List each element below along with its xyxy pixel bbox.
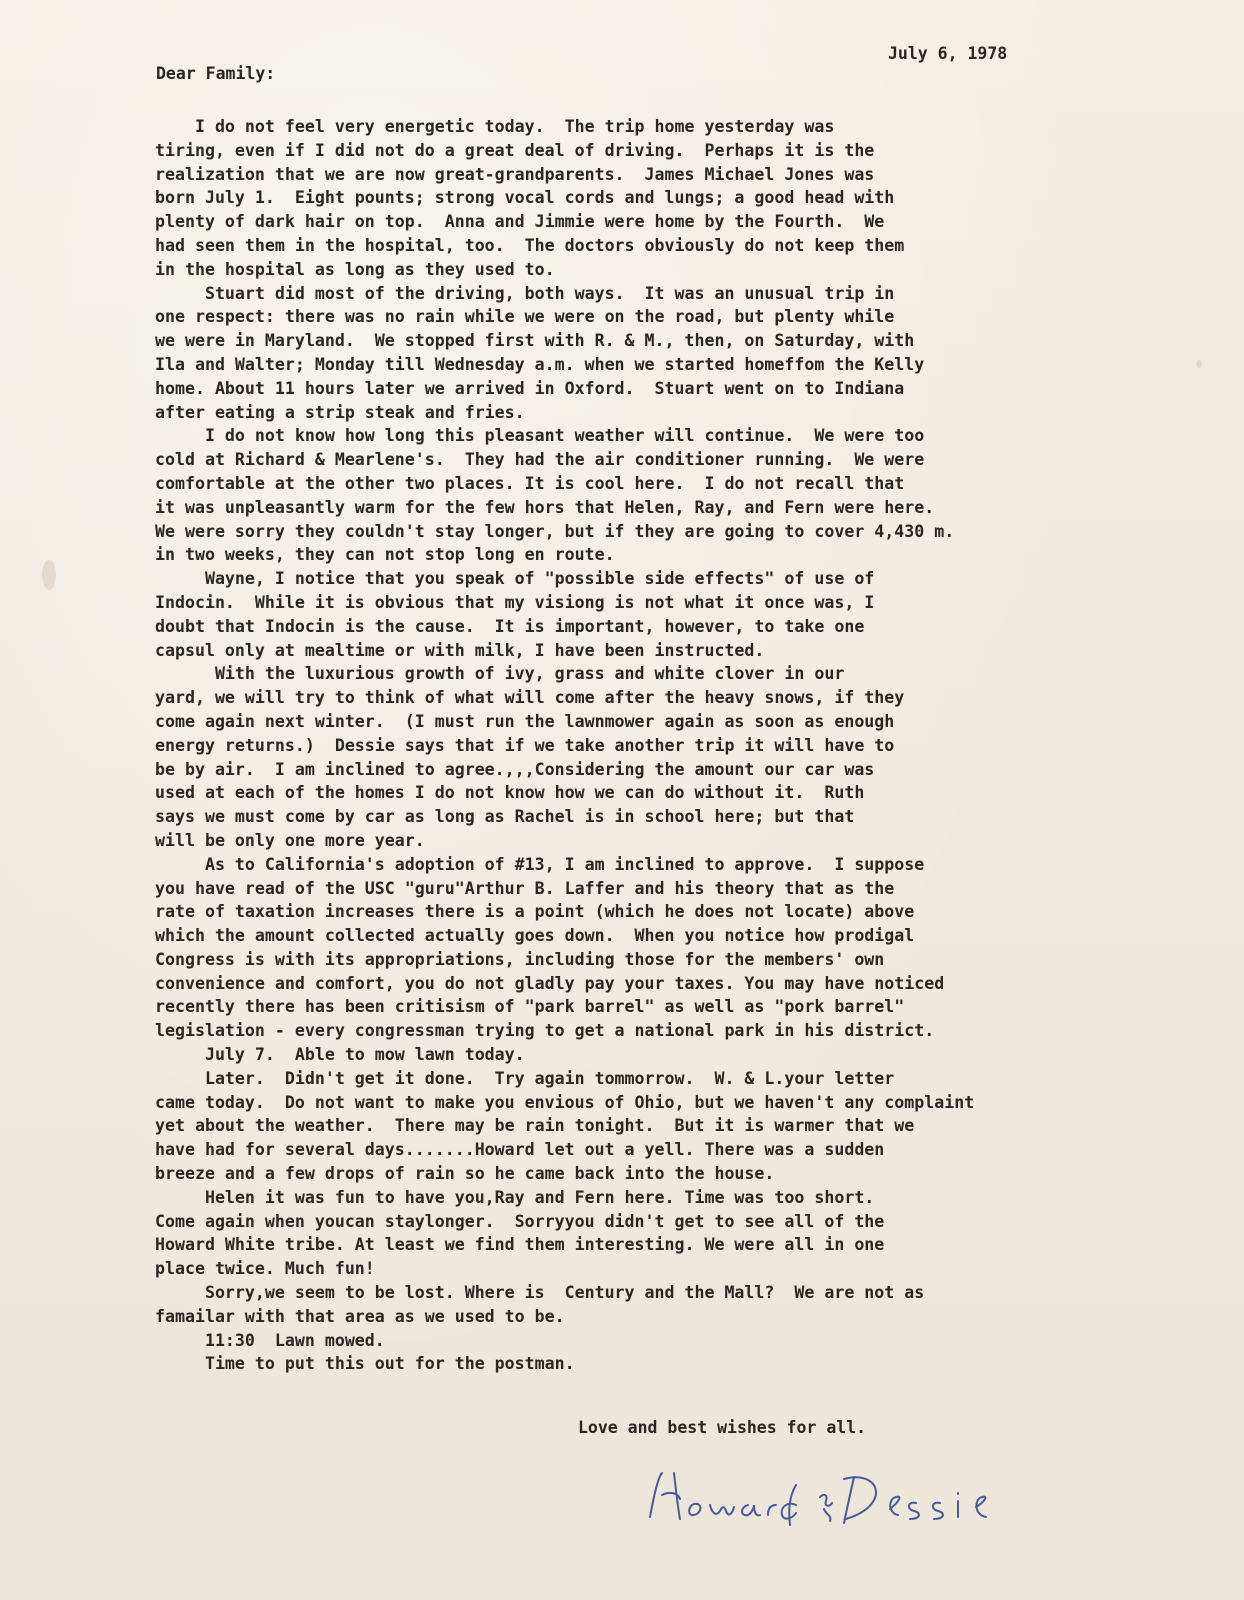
paper-stain [42,560,56,590]
letter-line: convenience and comfort, you do not gladly pay your taxes. You may have noticed [155,973,945,993]
letter-line: which the amount collected actually goes down. When you notice how prodigal [155,926,915,946]
letter-line: famailar with that area as we used to be. [155,1306,565,1326]
letter-line: Helen it was fun to have you,Ray and Fern here. Time was too short. [155,1187,875,1207]
letter-line: come again next winter. (I must run the lawnmower again as soon as enough [155,711,895,731]
letter-line: be by air. I am inclined to agree.,,,Considering the amount our car was [155,759,875,779]
letter-line: realization that we are now great-grandparents. James Michael Jones was [155,164,875,184]
letter-line: rate of taxation increases there is a point (which he does not locate) above [155,902,915,922]
letter-line: will be only one more year. [155,830,425,850]
letter-line: in the hospital as long as they used to. [155,259,555,279]
letter-line: Wayne, I notice that you speak of "possible side effects" of use of [155,569,875,589]
letter-line: Congress is with its appropriations, including those for the members' own [155,949,885,969]
letter-line: place twice. Much fun! [155,1259,375,1279]
letter-line: says we must come by car as long as Rachel is in school here; but that [155,807,855,827]
letter-line: we were in Maryland. We stopped first with R. & M., then, on Saturday, with [155,331,915,351]
letter-line: Indocin. While it is obvious that my visiong is not what it once was, I [155,592,875,612]
letter-line: Howard White tribe. At least we find them interesting. We were all in one [155,1235,885,1255]
letter-line: Later. Didn't get it done. Try again tommorrow. W. & L.your letter [155,1068,895,1088]
letter-line: yet about the weather. There may be rain tonight. But it is warmer that we [155,1116,915,1136]
handwritten-signature [640,1455,1020,1535]
letter-date: July 6, 1978 [888,44,1008,63]
letter-line: you have read of the USC "guru"Arthur B. Laffer and his theory that as the [155,878,895,898]
paper-stain [1196,360,1202,368]
letter-line: it was unpleasantly warm for the few hors that Helen, Ray, and Fern were here. [155,497,935,517]
letter-line: We were sorry they couldn't stay longer, but if they are going to cover 4,430 m. [155,521,955,541]
letter-line: energy returns.) Dessie says that if we take another trip it will have to [155,735,895,755]
letter-line: one respect: there was no rain while we were on the road, but plenty while [155,307,895,327]
letter-line: doubt that Indocin is the cause. It is important, however, to take one [155,616,865,636]
letter-body [155,115,1185,1376]
letter-line: have had for several days.......Howard let out a yell. There was a sudden [155,1140,885,1160]
letter-line: used at each of the homes I do not know how we can do without it. Ruth [155,783,865,803]
letter-line: cold at Richard & Mearlene's. They had the air conditioner running. We were [155,450,925,470]
letter-line: had seen them in the hospital, too. The doctors obviously do not keep them [155,235,905,255]
letter-line: July 7. Able to mow lawn today. [155,1045,525,1065]
salutation: Dear Family: [156,64,276,83]
letter-line: Stuart did most of the driving, both ways. It was an unusual trip in [155,283,895,303]
letter-line: plenty of dark hair on top. Anna and Jimmie were home by the Fourth. We [155,212,885,232]
letter-line: With the luxurious growth of ivy, grass and white clover in our [155,664,845,684]
letter-line: recently there has been critisism of "park barrel" as well as "pork barrel" [155,997,905,1017]
letter-line: Come again when youcan staylonger. Sorryyou didn't get to see all of the [155,1211,885,1231]
letter-line: breeze and a few drops of rain so he came back into the house. [155,1164,775,1184]
letter-line: Time to put this out for the postman. [155,1354,575,1374]
letter-line: after eating a strip steak and fries. [155,402,525,422]
letter-line: 11:30 Lawn mowed. [155,1330,385,1350]
letter-line: comfortable at the other two places. It is cool here. I do not recall that [155,473,905,493]
letter-line: I do not know how long this pleasant weather will continue. We were too [155,426,925,446]
letter-line: capsul only at mealtime or with milk, I have been instructed. [155,640,765,660]
letter-line: As to California's adoption of #13, I am inclined to approve. I suppose [155,854,925,874]
letter-line: Sorry,we seem to be lost. Where is Century and the Mall? We are not as [155,1283,925,1303]
letter-line: born July 1. Eight pounts; strong vocal cords and lungs; a good head with [155,188,895,208]
letter-line: legislation - every congressman trying to get a national park in his district. [155,1021,935,1041]
closing-line: Love and best wishes for all. [578,1418,867,1437]
letter-line: in two weeks, they can not stop long en route. [155,545,615,565]
letter-line: I do not feel very energetic today. The trip home yesterday was [155,117,835,136]
letter-line: tiring, even if I did not do a great deal of driving. Perhaps it is the [155,140,875,160]
letter-line: came today. Do not want to make you envious of Ohio, but we haven't any complaint [155,1092,975,1112]
letter-line: Ila and Walter; Monday till Wednesday a.m. when we started homeffom the Kelly [155,354,925,374]
letter-line: home. About 11 hours later we arrived in Oxford. Stuart went on to Indiana [155,378,905,398]
letter-line: yard, we will try to think of what will come after the heavy snows, if they [155,688,905,708]
